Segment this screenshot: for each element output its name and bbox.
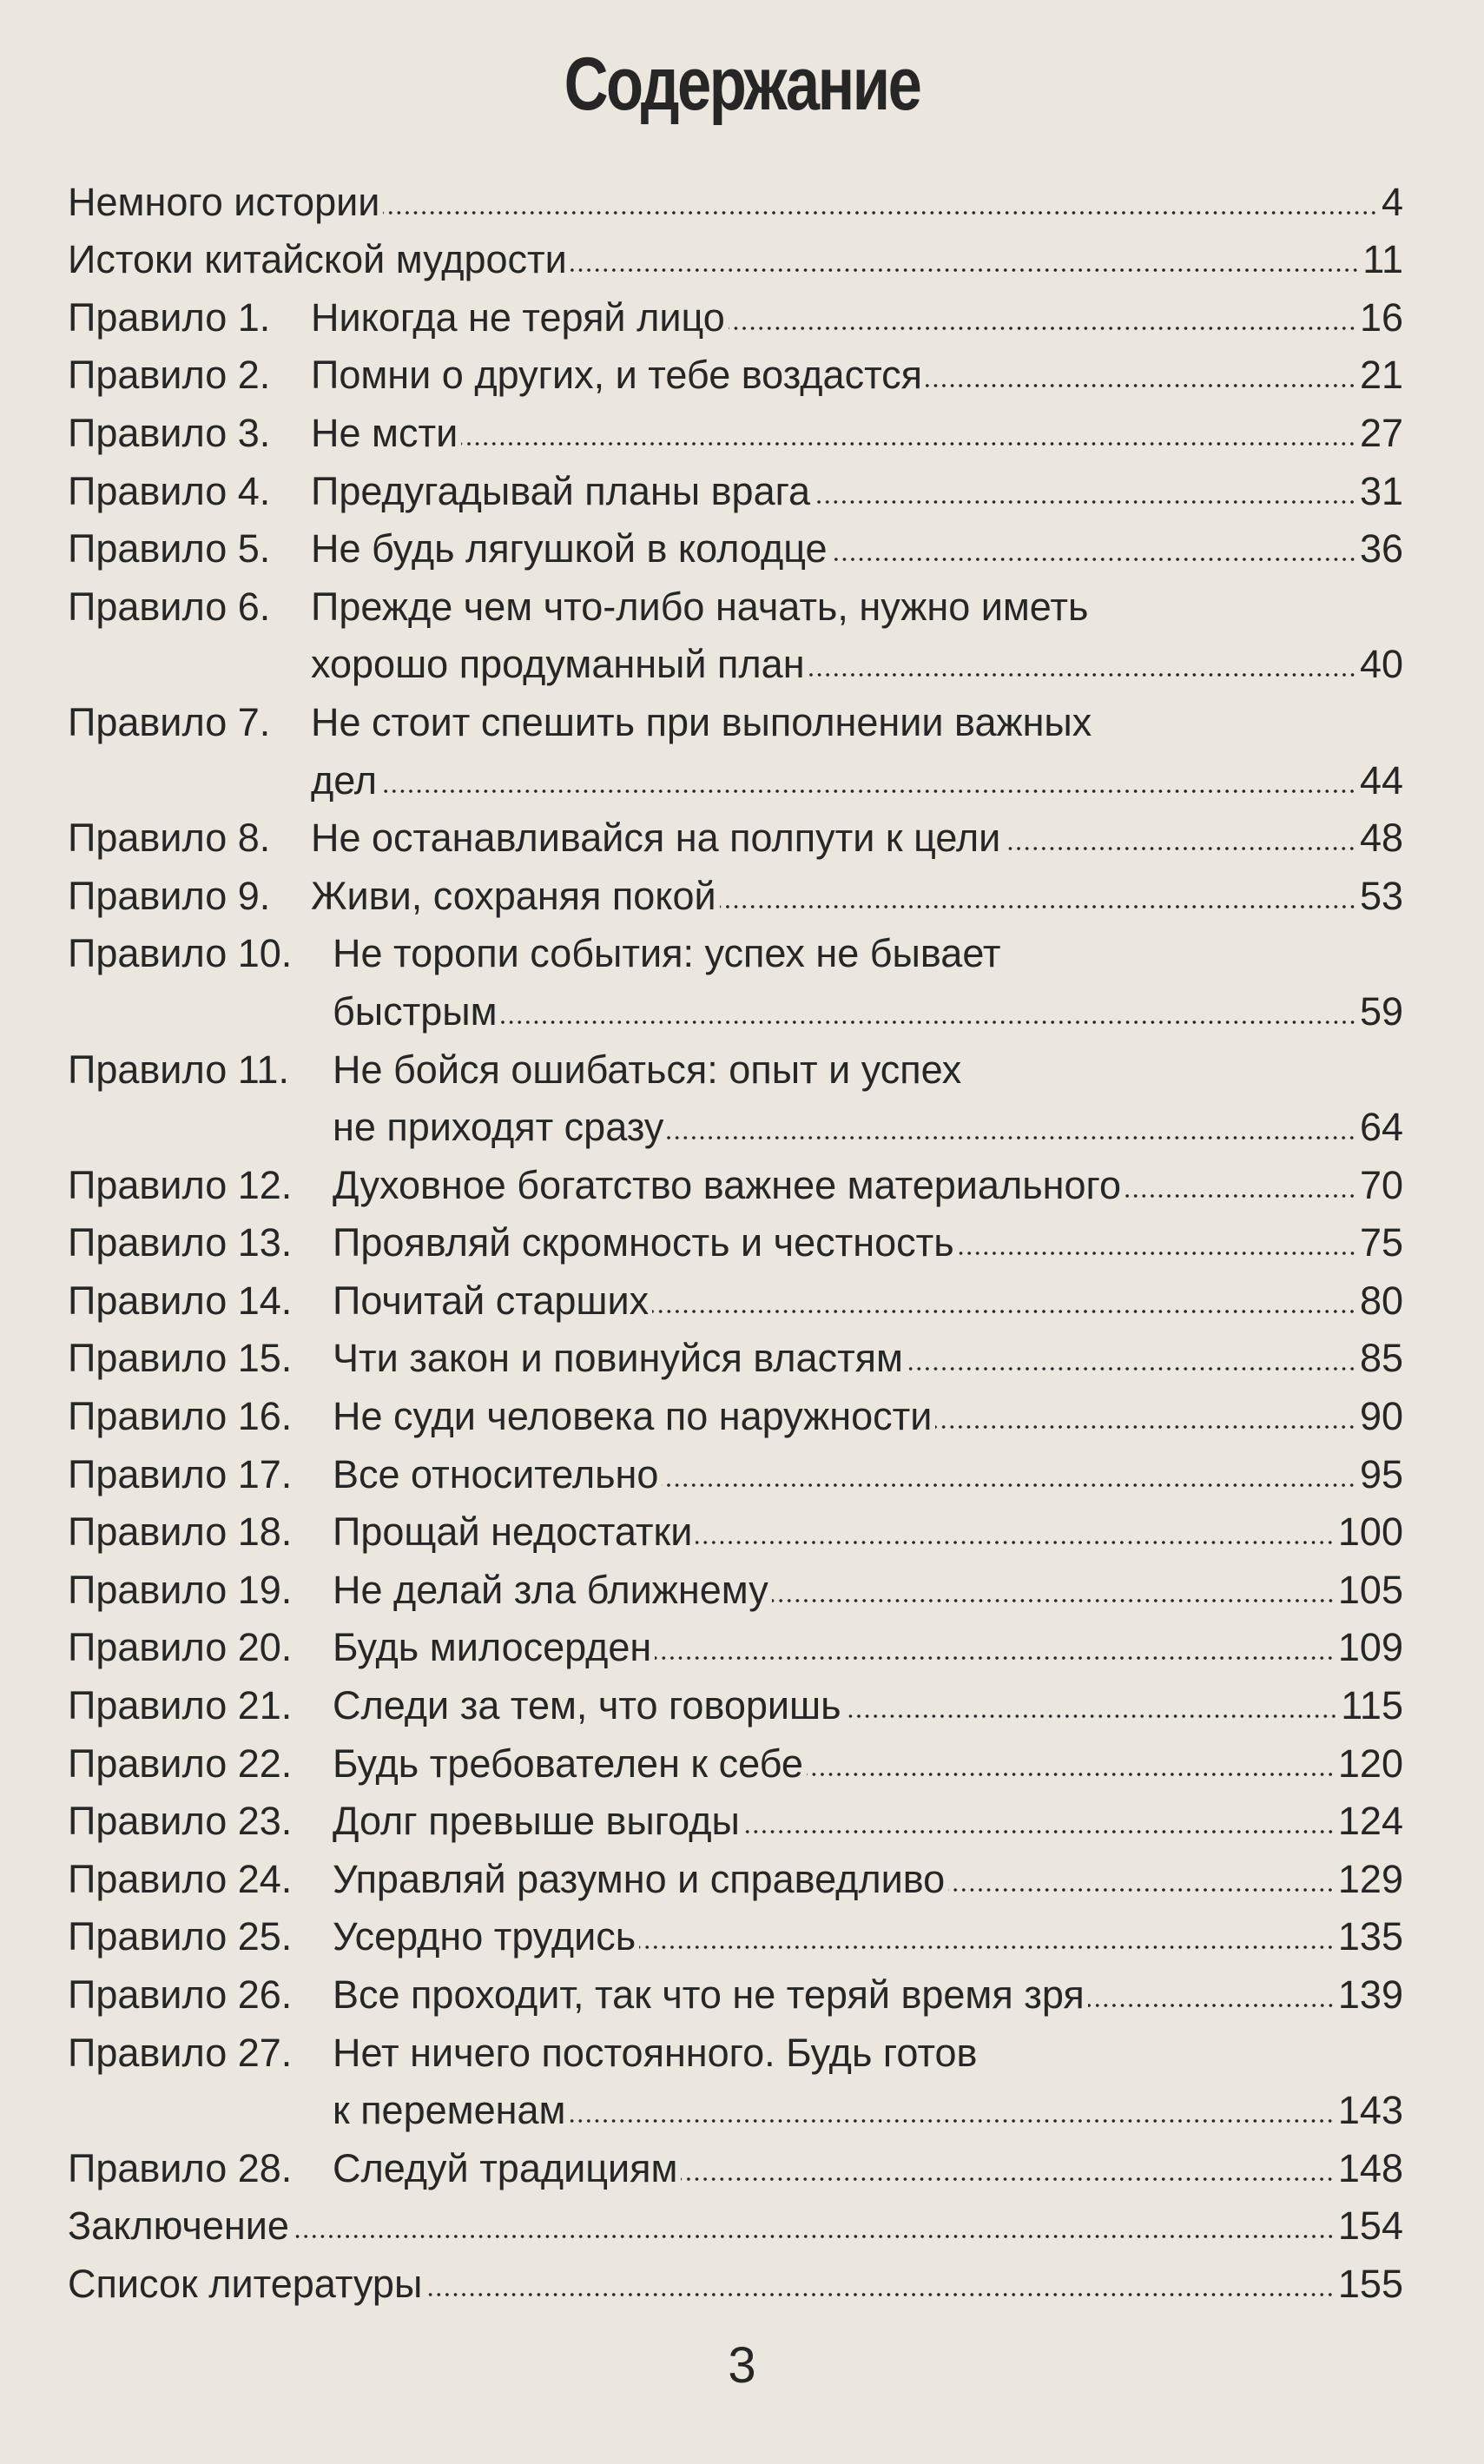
toc-line (68, 284, 1403, 342)
dot-leader (639, 1944, 1335, 1951)
toc-entry[interactable] (68, 1846, 1403, 1904)
dot-leader (571, 267, 1360, 274)
entry-title[interactable]: Заключение (68, 2203, 289, 2249)
entry-page-number: 100 (1337, 1509, 1403, 1555)
entry-prefix: Правило 26. (68, 1972, 293, 2017)
dot-leader (808, 671, 1356, 678)
entry-title[interactable]: Будь требователен к себе (333, 1741, 803, 1786)
entry-prefix: Правило 18. (68, 1509, 293, 1555)
dot-leader (935, 1424, 1356, 1430)
entry-page-number: 44 (1359, 757, 1403, 803)
toc-entry[interactable] (68, 1441, 1403, 1499)
toc-line (68, 1499, 1403, 1557)
toc-line (68, 1094, 1403, 1153)
toc-line (68, 1267, 1403, 1325)
entry-prefix: Правило 14. (68, 1278, 293, 1323)
entry-page-number: 115 (1341, 1683, 1403, 1728)
toc-line (68, 1961, 1403, 2019)
toc-entry[interactable] (68, 862, 1403, 921)
entry-title[interactable]: Список литературы (68, 2261, 423, 2306)
dot-leader (907, 1365, 1356, 1372)
toc-entry[interactable] (68, 1325, 1403, 1384)
toc-line (68, 1383, 1403, 1441)
entry-page-number: 105 (1337, 1567, 1403, 1612)
entry-page-number: 139 (1337, 1972, 1403, 2017)
toc-entry[interactable] (68, 2135, 1403, 2193)
dot-leader (681, 2176, 1334, 2183)
toc-entry[interactable] (68, 1904, 1403, 1962)
entry-prefix: Правило 23. (68, 1799, 293, 1844)
toc-entry[interactable] (68, 458, 1403, 516)
toc-line (68, 2250, 1403, 2309)
entry-title[interactable]: Не делай зла ближнему (333, 1567, 768, 1612)
dot-leader (814, 499, 1356, 505)
toc-line (68, 168, 1403, 227)
entry-page-number: 27 (1359, 410, 1403, 455)
entry-title[interactable]: Следи за тем, что говоришь (333, 1683, 841, 1728)
toc-entry[interactable] (68, 1788, 1403, 1846)
entry-title[interactable]: хорошо продуманный план (311, 642, 805, 687)
toc-entry[interactable] (68, 1961, 1403, 2019)
entry-prefix: Правило 9. (68, 873, 271, 918)
entry-title[interactable]: Никогда не теряй лицо (311, 294, 725, 340)
dot-leader (845, 1713, 1338, 1720)
entry-title[interactable]: Чти закон и повинуйся властям (333, 1336, 903, 1381)
dot-leader (831, 556, 1356, 563)
entry-title[interactable]: Не мсти (311, 410, 458, 455)
entry-title[interactable]: Усердно трудись (333, 1914, 636, 1959)
entry-prefix: Правило 13. (68, 1220, 293, 1265)
toc-entry[interactable] (68, 1615, 1403, 1673)
entry-prefix: Правило 24. (68, 1856, 293, 1901)
entry-page-number: 59 (1359, 988, 1403, 1034)
entry-page-number: 40 (1359, 642, 1403, 687)
entry-title[interactable]: Почитай старших (333, 1278, 650, 1323)
entry-page-number: 135 (1337, 1914, 1403, 1959)
entry-title[interactable]: Не суди человека по наружности (333, 1394, 933, 1439)
dot-leader (1088, 2002, 1335, 2009)
dot-leader (662, 1482, 1356, 1489)
entry-page-number: 124 (1337, 1799, 1403, 1844)
entry-page-number: 48 (1359, 816, 1403, 861)
toc-entry[interactable] (68, 516, 1403, 574)
entry-title[interactable]: Нет ничего постоянного. Будь готов (333, 2030, 978, 2075)
dot-leader (380, 788, 1356, 795)
entry-page-number: 154 (1337, 2203, 1403, 2249)
entry-title[interactable]: Истоки китайской мудрости (68, 237, 567, 282)
dot-leader (293, 2233, 1335, 2240)
toc-line (68, 458, 1403, 516)
toc-line (68, 1846, 1403, 1904)
entry-title[interactable]: Предугадывай планы врага (311, 468, 811, 513)
toc-line (68, 921, 1403, 979)
entry-page-number: 85 (1359, 1336, 1403, 1381)
entry-prefix: Правило 6. (68, 584, 271, 629)
toc-line (68, 1441, 1403, 1499)
entry-prefix: Правило 12. (68, 1162, 293, 1207)
entry-page-number: 80 (1359, 1278, 1403, 1323)
entry-title[interactable]: быстрым (333, 988, 498, 1034)
toc-entry[interactable] (68, 1210, 1403, 1268)
toc-entry[interactable] (68, 2193, 1403, 2251)
toc-entry[interactable] (68, 1383, 1403, 1441)
entry-title[interactable]: Духовное богатство важнее материального (333, 1162, 1121, 1207)
dot-leader (720, 903, 1356, 910)
toc-entry[interactable] (68, 400, 1403, 458)
entry-title[interactable]: к переменам (333, 2088, 566, 2133)
entry-prefix: Правило 5. (68, 526, 271, 571)
toc-line (68, 1615, 1403, 1673)
entry-page-number: 64 (1359, 1105, 1403, 1150)
entry-title[interactable]: Живи, сохраняя покой (311, 873, 716, 918)
entry-title[interactable]: Долг превыше выгоды (333, 1799, 740, 1844)
toc-line (68, 747, 1403, 805)
entry-title[interactable]: Немного истории (68, 179, 380, 224)
toc-line (68, 2078, 1403, 2136)
toc-entry[interactable] (68, 1152, 1403, 1210)
entry-prefix: Правило 20. (68, 1625, 293, 1670)
entry-prefix: Правило 4. (68, 468, 271, 513)
entry-title[interactable]: Проявляй скромность и честность (333, 1220, 954, 1265)
entry-prefix: Правило 25. (68, 1914, 293, 1959)
toc-line (68, 805, 1403, 863)
toc-entry[interactable] (68, 1672, 1403, 1730)
entry-title[interactable]: не приходят сразу (333, 1105, 664, 1150)
dot-leader (772, 1597, 1335, 1604)
toc-entry[interactable] (68, 689, 1403, 804)
entry-page-number: 31 (1359, 468, 1403, 513)
entry-title[interactable]: Не бойся ошибаться: опыт и успех (333, 1047, 962, 1092)
dot-leader (383, 209, 1378, 216)
entry-page-number: 148 (1337, 2145, 1403, 2190)
dot-leader (729, 325, 1356, 332)
entry-page-number: 155 (1337, 2261, 1403, 2306)
entry-prefix: Правило 8. (68, 816, 271, 861)
table-of-contents (68, 168, 1403, 2309)
entry-prefix: Правило 15. (68, 1336, 293, 1381)
toc-line (68, 978, 1403, 1036)
toc-entry[interactable] (68, 573, 1403, 689)
entry-prefix: Правило 21. (68, 1683, 293, 1728)
toc-line (68, 227, 1403, 285)
dot-leader (807, 1771, 1335, 1778)
dot-leader (652, 1308, 1356, 1315)
entry-prefix: Правило 3. (68, 410, 271, 455)
entry-page-number: 21 (1359, 353, 1403, 398)
entry-title[interactable]: Не будь лягушкой в колодце (311, 526, 828, 571)
toc-entry[interactable] (68, 1036, 1403, 1152)
toc-line (68, 342, 1403, 400)
toc-line (68, 1556, 1403, 1615)
entry-page-number: 90 (1359, 1394, 1403, 1439)
entry-prefix: Правило 1. (68, 294, 271, 340)
entry-title[interactable]: Следуй традициям (333, 2145, 678, 2190)
entry-prefix: Правило 7. (68, 699, 271, 744)
page-number: 3 (728, 2337, 756, 2394)
dot-leader (743, 1828, 1335, 1835)
toc-line (68, 1904, 1403, 1962)
toc-entry[interactable] (68, 284, 1403, 342)
entry-page-number: 36 (1359, 526, 1403, 571)
toc-line (68, 2193, 1403, 2251)
dot-leader (926, 382, 1356, 389)
toc-line (68, 1788, 1403, 1846)
entry-page-number: 95 (1359, 1451, 1403, 1496)
entry-page-number: 75 (1359, 1220, 1403, 1265)
entry-prefix: Правило 22. (68, 1741, 293, 1786)
entry-title[interactable]: Прежде чем что-либо начать, нужно иметь (311, 584, 1089, 629)
page-title: Содержание (564, 43, 920, 126)
toc-line (68, 573, 1403, 631)
entry-page-number: 4 (1381, 179, 1403, 224)
entry-prefix: Правило 16. (68, 1394, 293, 1439)
entry-page-number: 11 (1362, 237, 1403, 282)
toc-entry[interactable] (68, 168, 1403, 227)
entry-title[interactable]: дел (311, 757, 378, 803)
entry-title[interactable]: Все относительно (333, 1451, 659, 1496)
entry-prefix: Правило 17. (68, 1451, 293, 1496)
entry-page-number: 129 (1337, 1856, 1403, 1901)
dot-leader (696, 1539, 1335, 1546)
toc-line (68, 1152, 1403, 1210)
dot-leader (569, 2117, 1334, 2124)
entry-prefix: Правило 19. (68, 1567, 293, 1612)
toc-line (68, 400, 1403, 458)
dot-leader (948, 1886, 1335, 1893)
dot-leader (425, 2291, 1335, 2298)
toc-entry[interactable] (68, 227, 1403, 285)
toc-entry[interactable] (68, 1730, 1403, 1788)
entry-title[interactable]: Не стоит спешить при выполнении важных (311, 699, 1092, 744)
entry-prefix: Правило 28. (68, 2145, 293, 2190)
toc-line (68, 1325, 1403, 1384)
entry-title[interactable]: Управляй разумно и справедливо (333, 1856, 946, 1901)
entry-page-number: 143 (1337, 2088, 1403, 2133)
entry-title[interactable]: Прощай недостатки (333, 1509, 693, 1555)
toc-line (68, 689, 1403, 747)
entry-prefix: Правило 27. (68, 2030, 293, 2075)
dot-leader (461, 440, 1356, 447)
entry-title[interactable]: Все проходит, так что не теряй время зря (333, 1972, 1085, 2017)
entry-page-number: 70 (1359, 1162, 1403, 1207)
entry-page-number: 120 (1337, 1741, 1403, 1786)
entry-page-number: 53 (1359, 873, 1403, 918)
toc-entry[interactable] (68, 2019, 1403, 2135)
toc-line (68, 516, 1403, 574)
toc-line (68, 1730, 1403, 1788)
entry-page-number: 109 (1337, 1625, 1403, 1670)
entry-prefix: Правило 11. (68, 1047, 289, 1092)
entry-title[interactable]: Не торопи события: успех не бывает (333, 931, 1001, 976)
toc-line (68, 1210, 1403, 1268)
dot-leader (1125, 1192, 1356, 1199)
toc-entry[interactable] (68, 921, 1403, 1036)
toc-line (68, 631, 1403, 690)
entry-title[interactable]: Будь милосерден (333, 1625, 652, 1670)
dot-leader (667, 1134, 1356, 1141)
toc-line (68, 2135, 1403, 2193)
toc-line (68, 2019, 1403, 2078)
dot-leader (958, 1250, 1356, 1257)
toc-entry[interactable] (68, 1267, 1403, 1325)
entry-prefix: Правило 10. (68, 931, 293, 976)
entry-prefix: Правило 2. (68, 353, 271, 398)
dot-leader (501, 1019, 1356, 1026)
toc-entry[interactable] (68, 1556, 1403, 1615)
toc-entry[interactable] (68, 805, 1403, 863)
toc-line (68, 862, 1403, 921)
toc-entry[interactable] (68, 342, 1403, 400)
dot-leader (1004, 845, 1356, 852)
entry-page-number: 16 (1359, 294, 1403, 340)
toc-line (68, 1672, 1403, 1730)
entry-title[interactable]: Помни о других, и тебе воздастся (311, 353, 923, 398)
dot-leader (655, 1655, 1335, 1661)
toc-entry[interactable] (68, 1499, 1403, 1557)
toc-line (68, 1036, 1403, 1094)
toc-entry[interactable] (68, 2250, 1403, 2309)
entry-title[interactable]: Не останавливайся на полпути к цели (311, 816, 1001, 861)
